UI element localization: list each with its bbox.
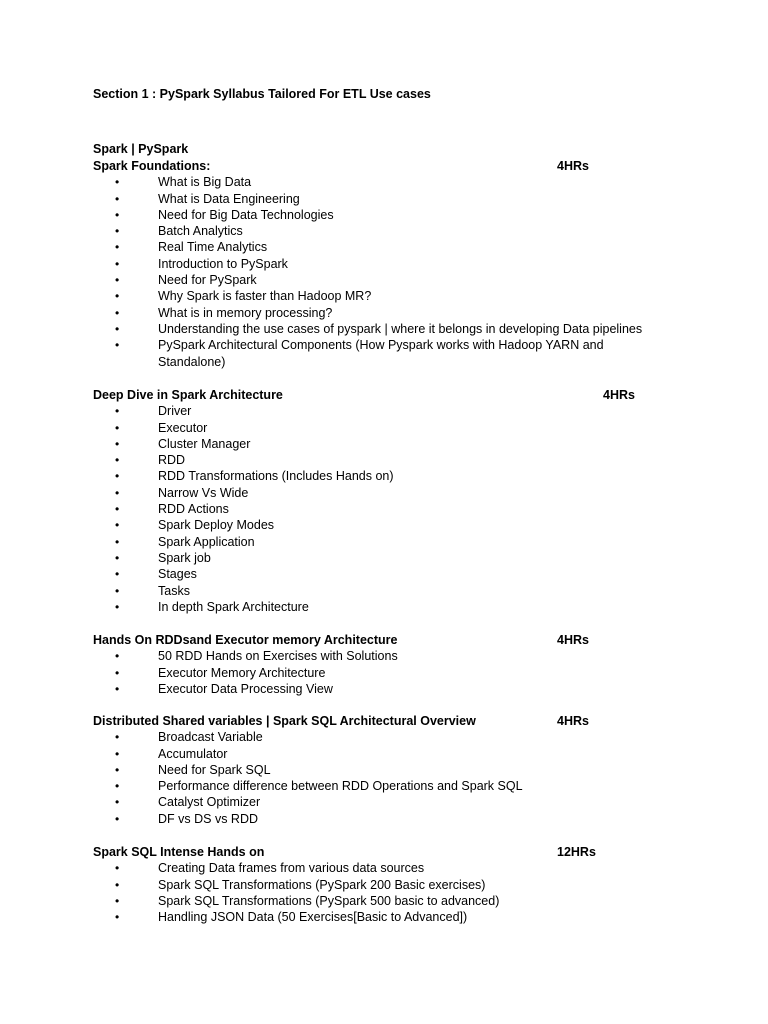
subject-heading: Spark | PySpark <box>93 142 189 156</box>
module-hours: 4HRs <box>557 159 589 173</box>
bullet-icon: • <box>115 779 120 794</box>
list-item: • Driver <box>115 404 192 419</box>
list-item: • What is Big Data <box>115 175 252 190</box>
list-item: • Spark Application <box>115 534 255 549</box>
list-item: • RDD <box>115 453 186 468</box>
bullet-icon: • <box>115 746 120 761</box>
bullet-icon: • <box>115 583 120 598</box>
bullet-icon: • <box>115 795 120 810</box>
bullet-icon: • <box>115 599 120 614</box>
bullet-icon: • <box>115 420 120 435</box>
list-item: • Real Time Analytics <box>115 240 268 255</box>
module-heading: Spark SQL Intense Hands on <box>93 845 265 859</box>
bullet-icon: • <box>115 289 120 304</box>
list-item: • Spark SQL Transformations (PySpark 200 Basic exercises) <box>115 877 486 892</box>
bullet-icon: • <box>115 469 120 484</box>
list-item: • Cluster Manager <box>115 436 251 451</box>
bullet-icon: • <box>115 305 120 320</box>
list-item: • Understanding the use cases of pyspark | where it belongs in developing Data pipelines <box>115 321 643 336</box>
bullet-icon: • <box>115 224 120 239</box>
list-item: • In depth Spark Architecture <box>115 599 309 614</box>
list-item: • Tasks <box>115 583 190 598</box>
list-item: • Spark job <box>115 550 211 565</box>
bullet-icon: • <box>115 730 120 745</box>
bullet-icon: • <box>115 321 120 336</box>
bullet-icon: • <box>115 436 120 451</box>
bullet-icon: • <box>115 567 120 582</box>
module-heading: Spark Foundations: <box>93 159 211 173</box>
list-item: • Spark Deploy Modes <box>115 518 275 533</box>
bullet-icon: • <box>115 338 120 353</box>
list-item: • Broadcast Variable <box>115 730 263 745</box>
bullet-icon: • <box>115 893 120 908</box>
list-item: • Executor Memory Architecture <box>115 665 326 680</box>
list-item: • Narrow Vs Wide <box>115 485 249 500</box>
bullet-icon: • <box>115 649 120 664</box>
bullet-icon: • <box>115 665 120 680</box>
bullet-icon: • <box>115 485 120 500</box>
list-item: • Spark SQL Transformations (PySpark 500 basic to advanced) <box>115 893 500 908</box>
module-spark-foundations <box>93 158 713 370</box>
list-item: • Batch Analytics <box>115 224 243 239</box>
list-item: • Catalyst Optimizer <box>115 795 261 810</box>
list-item: • Need for PySpark <box>115 273 257 288</box>
bullet-icon: • <box>115 550 120 565</box>
module-heading: Deep Dive in Spark Architecture <box>93 388 283 402</box>
list-item: • Why Spark is faster than Hadoop MR? <box>115 289 372 304</box>
list-item: • RDD Actions <box>115 502 229 517</box>
list-item: • 50 RDD Hands on Exercises with Solutions <box>115 649 398 664</box>
bullet-icon: • <box>115 175 120 190</box>
module-hours: 4HRs <box>557 714 589 728</box>
bullet-icon: • <box>115 256 120 271</box>
module-shared-variables <box>93 713 713 827</box>
bullet-icon: • <box>115 518 120 533</box>
bullet-icon: • <box>115 910 120 925</box>
bullet-icon: • <box>115 681 120 696</box>
list-item: • Need for Spark SQL <box>115 762 271 777</box>
module-heading: Distributed Shared variables | Spark SQL Architectural Overview <box>93 714 476 728</box>
list-item: • RDD Transformations (Includes Hands on) <box>115 469 394 484</box>
list-item: • What is Data Engineering <box>115 191 300 206</box>
list-item: • Accumulator <box>115 746 228 761</box>
bullet-icon: • <box>115 502 120 517</box>
list-item: • What is in memory processing? <box>115 305 333 320</box>
bullet-icon: • <box>115 240 120 255</box>
list-item: • Stages <box>115 567 197 582</box>
module-hands-on-rdds <box>93 632 713 697</box>
module-hours: 4HRs <box>557 633 589 647</box>
list-item: • Performance difference between RDD Operations and Spark SQL <box>115 779 523 794</box>
bullet-icon: • <box>115 534 120 549</box>
bullet-icon: • <box>115 273 120 288</box>
bullet-icon: • <box>115 191 120 206</box>
module-spark-sql-hands-on <box>93 844 713 925</box>
list-item: • Introduction to PySpark <box>115 256 288 271</box>
bullet-icon: • <box>115 762 120 777</box>
bullet-icon: • <box>115 453 120 468</box>
module-hours: 12HRs <box>557 845 596 859</box>
module-heading: Hands On RDDsand Executor memory Architecture <box>93 633 398 647</box>
module-hours: 4HRs <box>603 388 635 402</box>
list-item: • PySpark Architectural Components (How Pyspark works with Hadoop YARN and Standalone) <box>115 338 604 369</box>
bullet-icon: • <box>115 404 120 419</box>
bullet-icon: • <box>115 207 120 222</box>
bullet-icon: • <box>115 811 120 826</box>
list-item: • Need for Big Data Technologies <box>115 207 334 222</box>
list-item: • Executor Data Processing View <box>115 681 333 696</box>
list-item: • DF vs DS vs RDD <box>115 811 258 826</box>
bullet-icon: • <box>115 861 120 876</box>
document-title: Section 1 : PySpark Syllabus Tailored For ETL Use cases <box>93 87 431 101</box>
list-item: • Executor <box>115 420 208 435</box>
bullet-icon: • <box>115 877 120 892</box>
list-item: • Handling JSON Data (50 Exercises[Basic to Advanced]) <box>115 910 468 925</box>
list-item: • Creating Data frames from various data sources <box>115 861 425 876</box>
module-deep-dive-architecture <box>93 387 713 615</box>
